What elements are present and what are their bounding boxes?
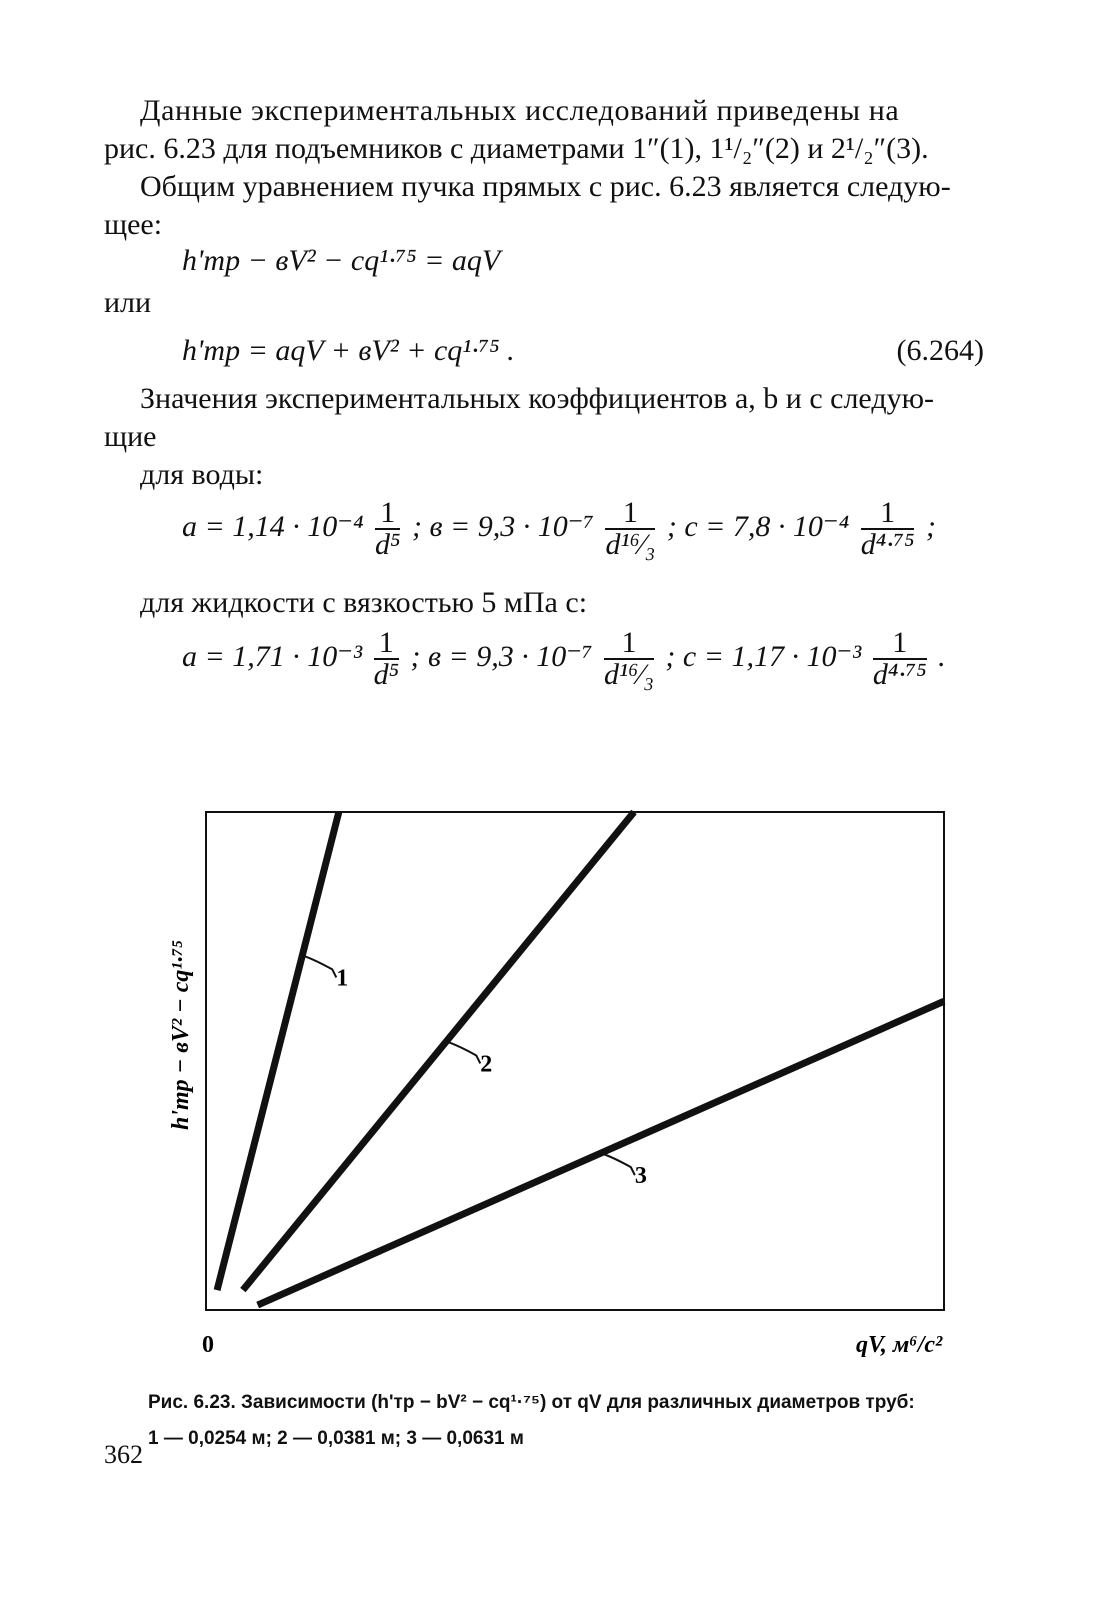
viscous-label: для жидкости с вязкостью 5 мПа с:	[140, 586, 588, 619]
fraction-denominator: d⁵	[375, 528, 401, 561]
series-leader-1	[302, 955, 336, 977]
equation-number: (6.264)	[896, 334, 984, 367]
fraction-denominator: d¹⁶⁄₃	[605, 528, 656, 561]
paragraph-1-line-1: Данные экспериментальных исследований приведены на	[140, 94, 900, 127]
series-line-3	[258, 1001, 944, 1305]
visc-c-text: ; c = 1,17 · 10⁻³	[665, 639, 862, 673]
paragraph-3-line-1: Значения экспериментальных коэффициентов a, b и c следую-	[140, 382, 935, 415]
fraction-numerator: 1	[604, 628, 654, 660]
water-c-text: ; c = 7,8 · 10⁻⁴	[666, 509, 850, 543]
series-layer	[217, 812, 944, 1305]
paragraph-3-line-2: щие	[104, 420, 157, 453]
series-line-1	[217, 812, 339, 1290]
series-label-3: 3	[634, 1163, 647, 1190]
series-label-2: 2	[480, 1051, 493, 1078]
fraction-numerator: 1	[605, 498, 655, 530]
series-leader-2	[446, 1041, 480, 1063]
origin-label: 0	[202, 1332, 214, 1358]
fraction-numerator: 1	[861, 498, 915, 530]
page-number: 362	[104, 1440, 143, 1469]
fraction-denominator: d⁴·⁷⁵	[860, 528, 915, 561]
water-a-text: a = 1,14 · 10⁻⁴	[182, 509, 364, 543]
x-axis-label: qV, м⁶/с²	[856, 1332, 943, 1358]
equation-1: h'тр − вV² − cq¹·⁷⁵ = aqV	[182, 244, 501, 277]
y-axis-label: h'тр − вV² − cq¹·⁷⁵	[168, 939, 194, 1130]
fraction-numerator: 1	[374, 628, 399, 660]
water-end: ;	[925, 509, 936, 543]
paragraph-1-line-2: рис. 6.23 для подъемников с диаметрами 1″(1), 1¹/₂″(2) и 2¹/₂″(3).	[104, 132, 929, 165]
water-b-text: ; в = 9,3 · 10⁻⁷	[411, 509, 594, 543]
fraction-numerator: 1	[873, 628, 927, 660]
fraction-denominator: d⁴·⁷⁵	[872, 658, 927, 691]
water-label: для воды:	[140, 458, 264, 491]
figure-caption-line-2: 1 — 0,0254 м; 2 — 0,0381 м; 3 — 0,0631 м	[148, 1428, 524, 1449]
paragraph-2-line-1: Общим уравнением пучка прямых с рис. 6.23 является следую-	[140, 170, 951, 203]
series-label-1: 1	[336, 965, 349, 992]
series-line-2	[243, 812, 634, 1290]
visc-end: .	[938, 639, 946, 673]
fraction-numerator: 1	[375, 498, 400, 530]
series-leader-3	[601, 1153, 635, 1175]
equation-2: h'тр = aqV + вV² + cq¹·⁷⁵ .	[182, 334, 515, 367]
fraction-denominator: d¹⁶⁄₃	[604, 658, 654, 691]
visc-a-text: a = 1,71 · 10⁻³	[182, 639, 363, 673]
or-word: или	[104, 286, 152, 319]
paragraph-2-line-2: щее:	[104, 208, 163, 241]
visc-b-text: ; в = 9,3 · 10⁻⁷	[410, 639, 593, 673]
fraction-denominator: d⁵	[373, 658, 400, 691]
figure-caption-line-1: Рис. 6.23. Зависимости (h'тр − bV² − cq¹·⁷⁵) от qV для различных диаметров труб:	[148, 1392, 915, 1413]
